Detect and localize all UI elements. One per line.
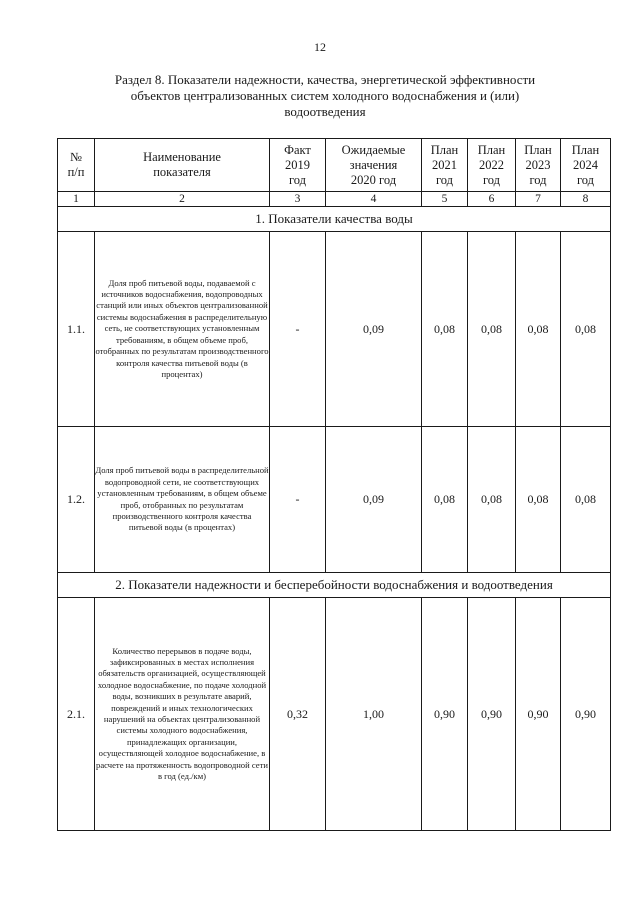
section-header-reliability: 2. Показатели надежности и бесперебойности водоснабжения и водоотведения (58, 573, 611, 598)
row-number: 1.1. (58, 232, 95, 427)
page-number: 12 (314, 40, 326, 54)
indicator-name: Доля проб питьевой воды, подаваемой с источников водоснабжения, водопроводных станций или иных объектов централизованной системы водоснабжения в распределительную сеть, не соответствующих установленным требованиям, в общем объеме проб, отобранных по результатам производственного контроля качества питьевой воды (в процентах) (95, 232, 270, 427)
column-number: 5 (422, 192, 468, 207)
header-plan-2023: План 2023 год (516, 139, 561, 192)
value-expected-2020: 1,00 (326, 598, 422, 831)
header-num: № п/п (58, 139, 95, 192)
section-header-row (58, 207, 611, 232)
header-name: Наименование показателя (95, 139, 270, 192)
value-plan-2023: 0,08 (516, 427, 561, 573)
column-number: 2 (95, 192, 270, 207)
value-plan-2022: 0,08 (468, 232, 516, 427)
value-plan-2021: 0,08 (422, 427, 468, 573)
header-row (58, 139, 611, 192)
section-title-line-3: водоотведения (284, 104, 366, 119)
table-row (58, 427, 611, 573)
column-number-row (58, 192, 611, 207)
column-number: 8 (561, 192, 611, 207)
value-fact-2019: - (270, 232, 326, 427)
column-number: 1 (58, 192, 95, 207)
column-number: 7 (516, 192, 561, 207)
value-plan-2022: 0,08 (468, 427, 516, 573)
value-plan-2024: 0,90 (561, 598, 611, 831)
indicator-name: Доля проб питьевой воды в распределительной водопроводной сети, не соответствующих установленным требованиям, в общем объеме проб, отобранных по результатам производственного контроля качества питьевой воды (в процентах) (95, 427, 270, 573)
value-plan-2023: 0,90 (516, 598, 561, 831)
value-expected-2020: 0,09 (326, 232, 422, 427)
value-plan-2024: 0,08 (561, 427, 611, 573)
indicator-name: Количество перерывов в подаче воды, зафиксированных в местах исполнения обязательств организацией, осуществляющей холодное водоснабжение, по подаче холодной воды, возникших в результате аварий, повреждений и иных технологических нарушений на объектах централизованной системы холодного водоснабжения, принадлежащих организации, осуществляющей холодное водоснабжение, в расчете на протяженность водопроводной сети в год (ед./км) (95, 598, 270, 831)
value-plan-2021: 0,08 (422, 232, 468, 427)
section-title (60, 72, 590, 120)
table-row (58, 598, 611, 831)
value-plan-2021: 0,90 (422, 598, 468, 831)
section-header-water-quality: 1. Показатели качества воды (58, 207, 611, 232)
column-number: 6 (468, 192, 516, 207)
column-number: 4 (326, 192, 422, 207)
value-expected-2020: 0,09 (326, 427, 422, 573)
value-plan-2022: 0,90 (468, 598, 516, 831)
value-fact-2019: - (270, 427, 326, 573)
header-fact-2019: Факт 2019 год (270, 139, 326, 192)
table-row (58, 232, 611, 427)
section-title-line-1: Раздел 8. Показатели надежности, качества, энергетической эффективности (114, 72, 536, 87)
header-plan-2022: План 2022 год (468, 139, 516, 192)
row-number: 2.1. (58, 598, 95, 831)
header-expected-2020: Ожидаемые значения 2020 год (326, 139, 422, 192)
value-plan-2024: 0,08 (561, 232, 611, 427)
value-fact-2019: 0,32 (270, 598, 326, 831)
row-number: 1.2. (58, 427, 95, 573)
section-title-line-2: объектов централизованных систем холодного водоснабжения и (или) (130, 88, 520, 103)
section-header-row (58, 573, 611, 598)
header-plan-2021: План 2021 год (422, 139, 468, 192)
value-plan-2023: 0,08 (516, 232, 561, 427)
indicators-table (57, 138, 611, 831)
header-plan-2024: План 2024 год (561, 139, 611, 192)
column-number: 3 (270, 192, 326, 207)
